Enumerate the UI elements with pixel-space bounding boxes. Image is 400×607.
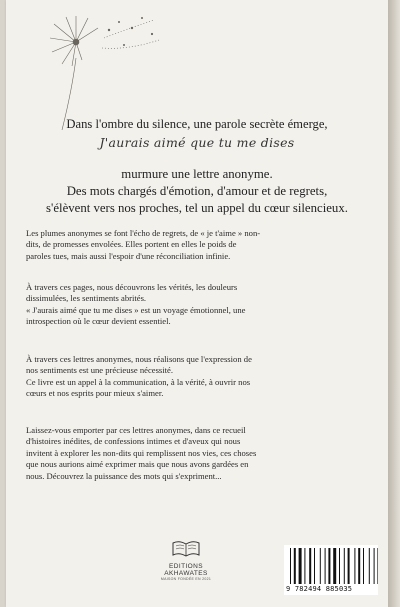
intro-line-1: Dans l'ombre du silence, une parole secrète émerge, [66,117,328,131]
publisher-name-line-1: EDITIONS [169,563,203,570]
paragraph-line: À travers ces lettres anonymes, nous réalisons que l'expression de [26,354,252,364]
paragraph-line: d'histoires inédites, de confessions intimes et d'aveux qui nous [26,436,241,447]
publisher-tagline: MAISON FONDÉE EN 2021 [160,577,212,581]
paragraph-line: dissimulées, les sentiments abrités. [26,293,147,304]
intro-line-3: Des mots chargés d'émotion, d'amour et de regrets, [66,184,328,198]
publisher-logo [151,540,221,581]
paragraph-line: dits, de promesses envolées. Elles portent en elles le poids de [26,239,237,250]
intro-line-4: s'élèvent vers nos proches, tel un appel du cœur silencieux. [46,201,348,215]
paragraph-line: Les plumes anonymes se font l'écho de regrets, de « je t'aime » non- [26,228,261,238]
spine-shadow [388,0,400,607]
dandelion-illustration [14,0,164,130]
paragraph-line: introspection où le cœur devient essentiel. [26,316,171,327]
paragraph-line: que nous aurions aimé exprimer mais que nous avons gardées en [26,459,249,470]
paragraph-2 [26,282,370,328]
paragraph-line: invitent à explorer les non-dits qui remplissent nos vies, ces choses [26,447,257,458]
publisher-name-line-2: AKHAWATES [164,570,208,577]
paragraph-line: « J'aurais aimé que tu me dises » est un voyage émotionnel, une [26,304,246,315]
script-title: J'aurais aimé que tu me dises [99,135,295,150]
paragraph-4 [26,425,370,482]
paragraph-line: À travers ces pages, nous découvrons les vérités, les douleurs [26,282,238,292]
intro-line-2: murmure une lettre anonyme. [121,167,273,181]
paragraph-3 [26,354,370,400]
barcode-digits: 9 782494 885035 [286,585,353,593]
paragraph-1 [26,228,370,262]
paragraph-line: paroles tues, mais aussi l'espoir d'une réconciliation infinie. [26,250,231,261]
open-book-icon [171,540,201,558]
paragraph-line: Ce livre est un appel à la communication, à la vérité, à ouvrir nos [26,376,251,387]
paragraph-line: nos sentiments est une précieuse nécessité. [26,365,174,376]
paragraph-line: Laissez-vous emporter par ces lettres anonymes, dans ce recueil [26,425,246,435]
back-cover [6,0,388,607]
paragraph-line: cœurs et nos esprits pour mieux s'aimer. [26,388,164,399]
paragraph-line: nous. Découvrez la puissance des mots qui s'expriment... [26,470,222,481]
